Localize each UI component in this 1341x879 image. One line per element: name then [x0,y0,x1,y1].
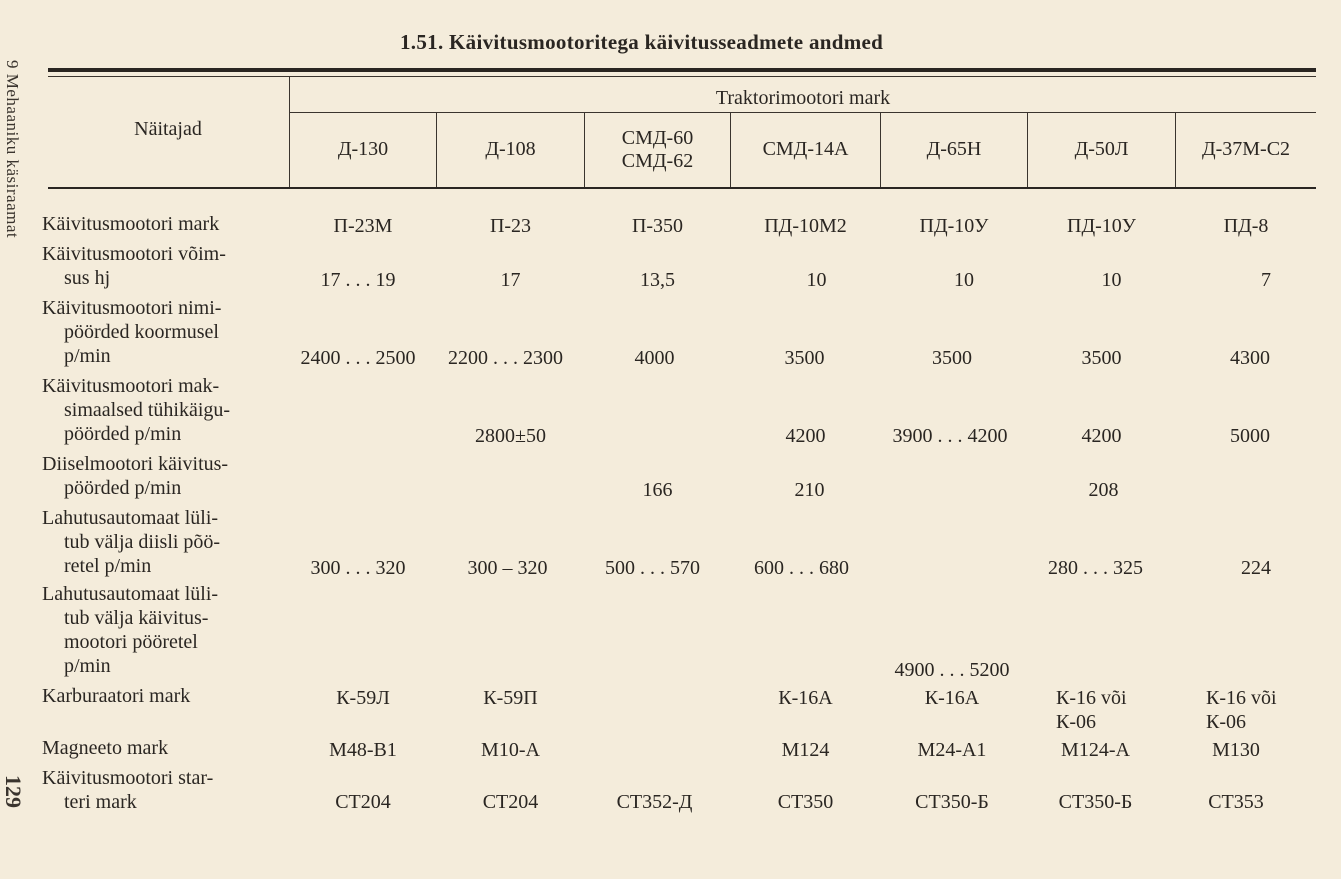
table-cell: ПД-10У [919,215,989,237]
table-cell: 4900 . . . 5200 [894,659,1010,681]
table-cell: К-06 [1056,711,1096,733]
table-cell: СТ350 [777,791,834,813]
table-cell: М130 [1212,739,1260,761]
table-cell: 4200 [785,425,826,447]
table-cell: 3900 . . . 4200 [892,425,1008,447]
table-cell: 210 [794,479,825,501]
table-cell: 166 [642,479,673,501]
table-cell: 10 [1101,269,1122,291]
table-cell: 10 [806,269,827,291]
table-cell: К-16А [778,687,833,709]
table-cell: 4300 [1230,347,1270,369]
table-cell: К-16 või [1206,687,1277,709]
table-cell: 224 [1241,557,1271,579]
table-cell: 4000 [634,347,675,369]
table-cell: П-23М [333,215,393,237]
table-cell: 3500 [932,347,972,369]
top-rule-thin [48,76,1316,77]
stub-header: Näitajad [134,118,202,140]
table-cell: 3500 [784,347,825,369]
table-cell: 2800±50 [475,425,546,447]
table-cell: 17 [500,269,521,291]
running-head: 9 Mehaaniku käsiraamat [3,60,22,239]
table-cell: 500 . . . 570 [605,557,700,579]
table-cell: СТ353 [1208,791,1264,813]
row-label: Käivitusmootori mak- simaalsed tühikäigu- pöörded p/min [42,375,231,445]
table-cell: 300 . . . 320 [310,557,406,579]
table-cell: К-59П [483,687,538,709]
table-cell: СТ204 [335,791,391,813]
group-rule [290,112,1316,113]
table-cell: 7 [1261,269,1271,291]
table-cell: М124-А [1061,739,1130,761]
column-header: Д-130 [337,138,389,160]
column-header: Д-108 [485,138,536,160]
column-header: СМД-62 [621,150,694,172]
column-header: СМД-14А [762,138,849,160]
row-label: Käivitusmootori star- teri mark [42,767,214,813]
table-cell: М48-В1 [329,739,397,761]
table-cell: К-16 või [1056,687,1127,709]
row-label: Käivitusmootori võim- sus hj [42,243,226,289]
column-header: СМД-60 [621,127,694,149]
table-cell: 2400 . . . 2500 [300,347,416,369]
row-label: Diiselmootori käivitus- pöörded p/min [42,453,229,499]
column-header: Д-37М-С2 [1201,138,1291,160]
table-title: 1.51. Käivitusmootoritega käivitusseadmete andmed [400,30,884,54]
row-label: Karburaatori mark [42,685,191,707]
group-header: Traktorimootori mark [715,87,891,109]
row-label: Lahutusautomaat lüli- tub välja käivitus- mootori pööretel p/min [42,583,219,677]
table-cell: П-350 [631,215,684,237]
table-cell: М124 [781,739,830,761]
table-cell: М24-А1 [917,739,987,761]
table-cell: П-23 [489,215,532,237]
header-bottom-rule [48,187,1316,189]
table-cell: М10-А [481,739,540,761]
table-cell: 13,5 [640,269,675,291]
table-cell: ПД-10М2 [764,215,847,237]
table-cell: ПД-8 [1223,215,1269,237]
table-cell: 600 . . . 680 [754,557,849,579]
row-label: Lahutusautomaat lüli- tub välja diisli põö- retel p/min [42,507,221,577]
table-cell: 5000 [1230,425,1270,447]
table-cell: 17 . . . 19 [320,269,396,291]
page-number: 129 [1,775,26,808]
row-label: Käivitusmootori mark [42,213,220,235]
table-cell: 10 [954,269,974,291]
row-label: Magneeto mark [42,737,169,759]
table-cell: 208 [1088,479,1119,501]
table-cell: СТ350-Б [915,791,989,813]
table-cell: СТ350-Б [1058,791,1133,813]
table-cell: 3500 [1081,347,1122,369]
table-cell: 2200 . . . 2300 [448,347,563,369]
table-cell: СТ352-Д [616,791,693,813]
column-header: Д-65Н [926,138,982,160]
table-cell: 4200 [1081,425,1122,447]
row-label: Käivitusmootori nimi- pöörded koormusel p/min [42,297,222,367]
top-rule [48,68,1316,72]
table-cell: К-16А [924,687,980,709]
table-cell: 300 – 320 [467,557,548,579]
table-cell: К-59Л [336,687,390,709]
table-cell: СТ204 [482,791,539,813]
table-cell: К-06 [1206,711,1246,733]
table-cell: 280 . . . 325 [1048,557,1143,579]
column-header: Д-50Л [1074,138,1129,160]
table-cell: ПД-10У [1067,215,1136,237]
